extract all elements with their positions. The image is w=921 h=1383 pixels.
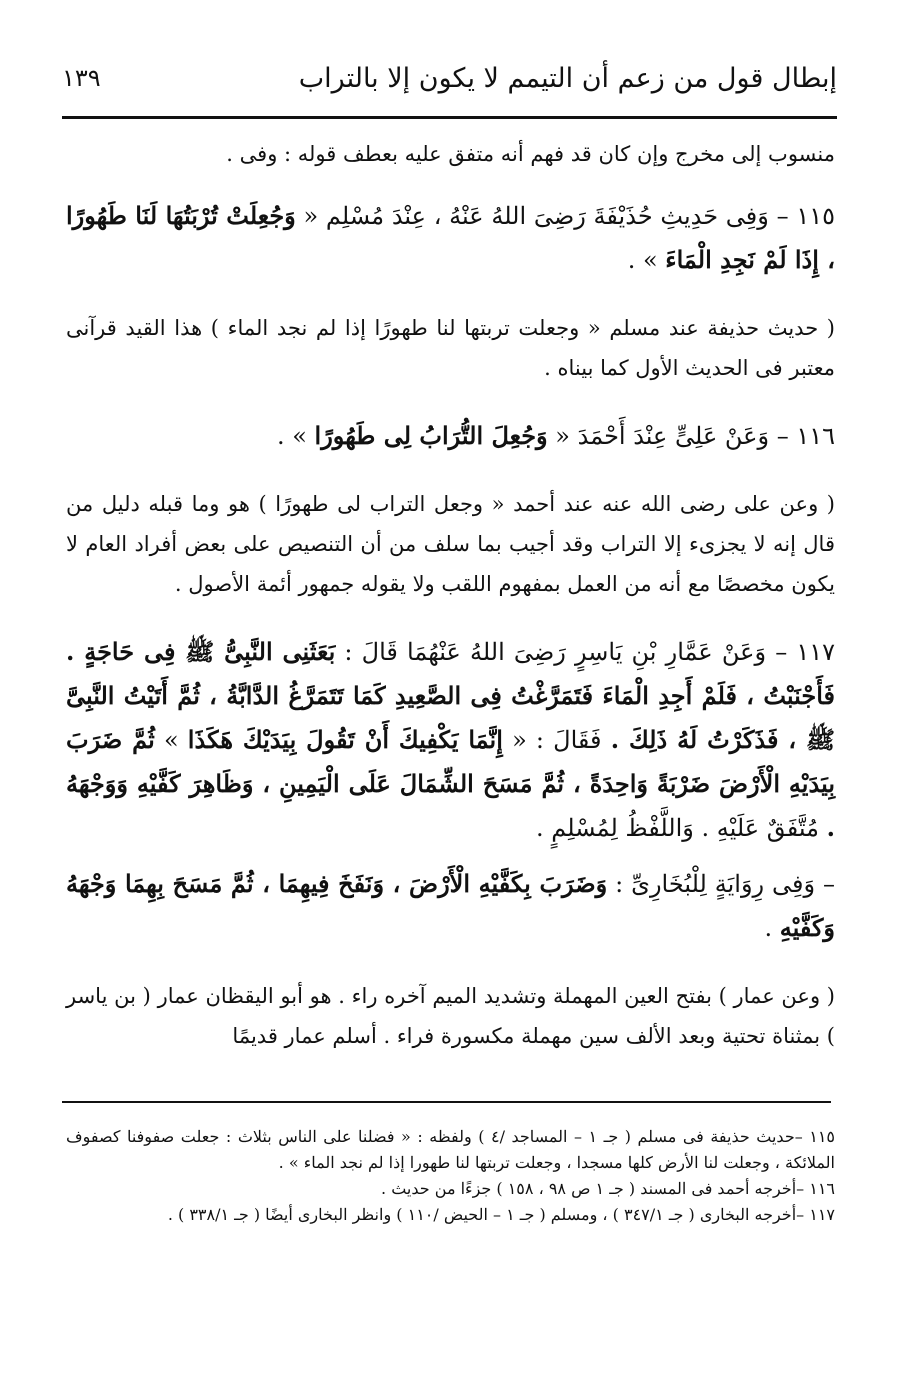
hadith-115-matn: وَجُعِلَتْ تُرْبَتُهَا لَنَا طَهُورًا ، إِذَا لَمْ نَجِدِ الْمَاءَ (66, 201, 835, 274)
hadith-117 (66, 630, 835, 850)
footnote-117: ١١٧ –أخرجه البخارى ( جـ ٣٤٧/١ ) ، ومسلم ( جـ ١ – الحيض /١١٠ ) وانظر البخارى أيضًا ( جـ ٣٣٨/١ ) . (167, 1205, 835, 1224)
page-number: ١٣٩ (62, 64, 101, 92)
hadith-117-mid-1: فَقَالَ : « (512, 726, 602, 754)
commentary-116: ( وعن على رضى الله عنه عند أحمد « وجعل التراب لى طهورًا ) هو وما قبله دليل من قال إنه لا يجزىء إلا التراب وقد أجيب بما سلف من أن التنصيص على بعض أفراد العام لا يكون مخصصًا مع أنه من العمل بمفهوم اللقب ولا يقوله جمهور أئمة الأصول . (66, 492, 835, 596)
hadith-117b-tail: . (764, 914, 773, 942)
footnote-116: ١١٦ –أخرجه أحمد فى المسند ( جـ ١ ص ٩٨ ، ١٥٨ ) جزءًا من حديث . (381, 1179, 835, 1198)
header-rule (62, 116, 837, 119)
hadith-117b-matn: وَضَرَبَ بِكَفَّيْهِ الْأَرْضَ ، وَنَفَخَ فِيهِمَا ، ثُمَّ مَسَحَ بِهِمَا وَجْهَهُ وَكَفَّيْهِ (66, 869, 835, 942)
footnotes (66, 1124, 835, 1228)
commentary-115: ( حديث حذيفة عند مسلم « وجعلت تربتها لنا طهورًا إذا لم نجد الماء ) هذا القيد قرآنى معتبر فى الحديث الأول كما بيناه . (66, 316, 835, 380)
hadith-116 (66, 414, 835, 458)
running-header (62, 54, 837, 102)
hadith-116-lead: ١١٦ – وَعَنْ عَلِىٍّ عِنْدَ أَحْمَدَ « (555, 422, 835, 450)
running-title: إبطال قول من زعم أن التيمم لا يكون إلا بالتراب (298, 62, 837, 94)
hadith-115-lead: ١١٥ – وَفِى حَدِيثِ حُذَيْفَةَ رَضِىَ اللهُ عَنْهُ ، عِنْدَ مُسْلِم « (303, 202, 835, 230)
hadith-117-bukhari (66, 862, 835, 950)
hadith-116-tail: » . (276, 422, 307, 450)
hadith-117b-lead: – وَفِى رِوَايَةٍ لِلْبُخَارِىِّ : (615, 870, 835, 898)
main-text (66, 134, 835, 1056)
hadith-115-tail: » . (627, 246, 658, 274)
commentary-paragraph: منسوب إلى مخرج وإن كان قد فهم أنه متفق عليه بعطف قوله : وفى . (226, 142, 835, 166)
hadith-117-matn-1: بَعَثَنِى النَّبِىُّ ﷺ فِى حَاجَةٍ . فَأَجْنَبْتُ ، فَلَمْ أَجِدِ الْمَاءَ فَتَمَرَّغْتُ فِى الصَّعِيدِ كَمَا تَتَمَرَّغُ الدَّابَّةُ ، ثُمَّ أَتَيْتُ النَّبِىَّ ﷺ ، فَذَكَرْتُ لَهُ ذَلِكَ . (66, 637, 835, 754)
hadith-115 (66, 194, 835, 282)
hadith-117-tail: مُتَّفَقٌ عَلَيْهِ . وَاللَّفْظُ لِمُسْلِمٍ . (536, 814, 819, 842)
footnote-115: ١١٥ –حديث حذيفة فى مسلم ( جـ ١ – المساجد /٤ ) ولفظه : « فضلنا على الناس بثلاث : جعلت صفوفنا كصفوف الملائكة ، وجعلت لنا الأرض كلها مسجدا ، وجعلت تربتها لنا طهورا إذا لم نجد الماء » . (66, 1127, 836, 1172)
hadith-117-matn-2: إِنَّمَا يَكْفِيكَ أَنْ تَقُولَ بِيَدَيْكَ هَكَذَا (187, 725, 503, 754)
hadith-117-mid-2: » (163, 726, 179, 754)
footnote-rule (62, 1101, 831, 1103)
hadith-116-matn: وَجُعِلَ التُّرَابُ لِى طَهُورًا (314, 421, 548, 450)
commentary-117: ( وعن عمار ) بفتح العين المهملة وتشديد الميم آخره راء . هو أبو اليقظان عمار ( بن ياسر ) بمثناة تحتية وبعد الألف سين مهملة مكسورة فراء . أسلم عمار قديمًا (66, 984, 835, 1048)
hadith-117-lead: ١١٧ – وَعَنْ عَمَّارِ بْنِ يَاسِرٍ رَضِىَ اللهُ عَنْهُمَا قَالَ : (344, 638, 836, 666)
hadith-117-matn-3: ثُمَّ ضَرَبَ بِيَدَيْهِ الْأَرْضَ ضَرْبَةً وَاحِدَةً ، ثُمَّ مَسَحَ الشِّمَالَ عَلَى الْيَمِينِ ، وَظَاهِرَ كَفَّيْهِ وَوَجْهَهُ . (66, 725, 835, 842)
